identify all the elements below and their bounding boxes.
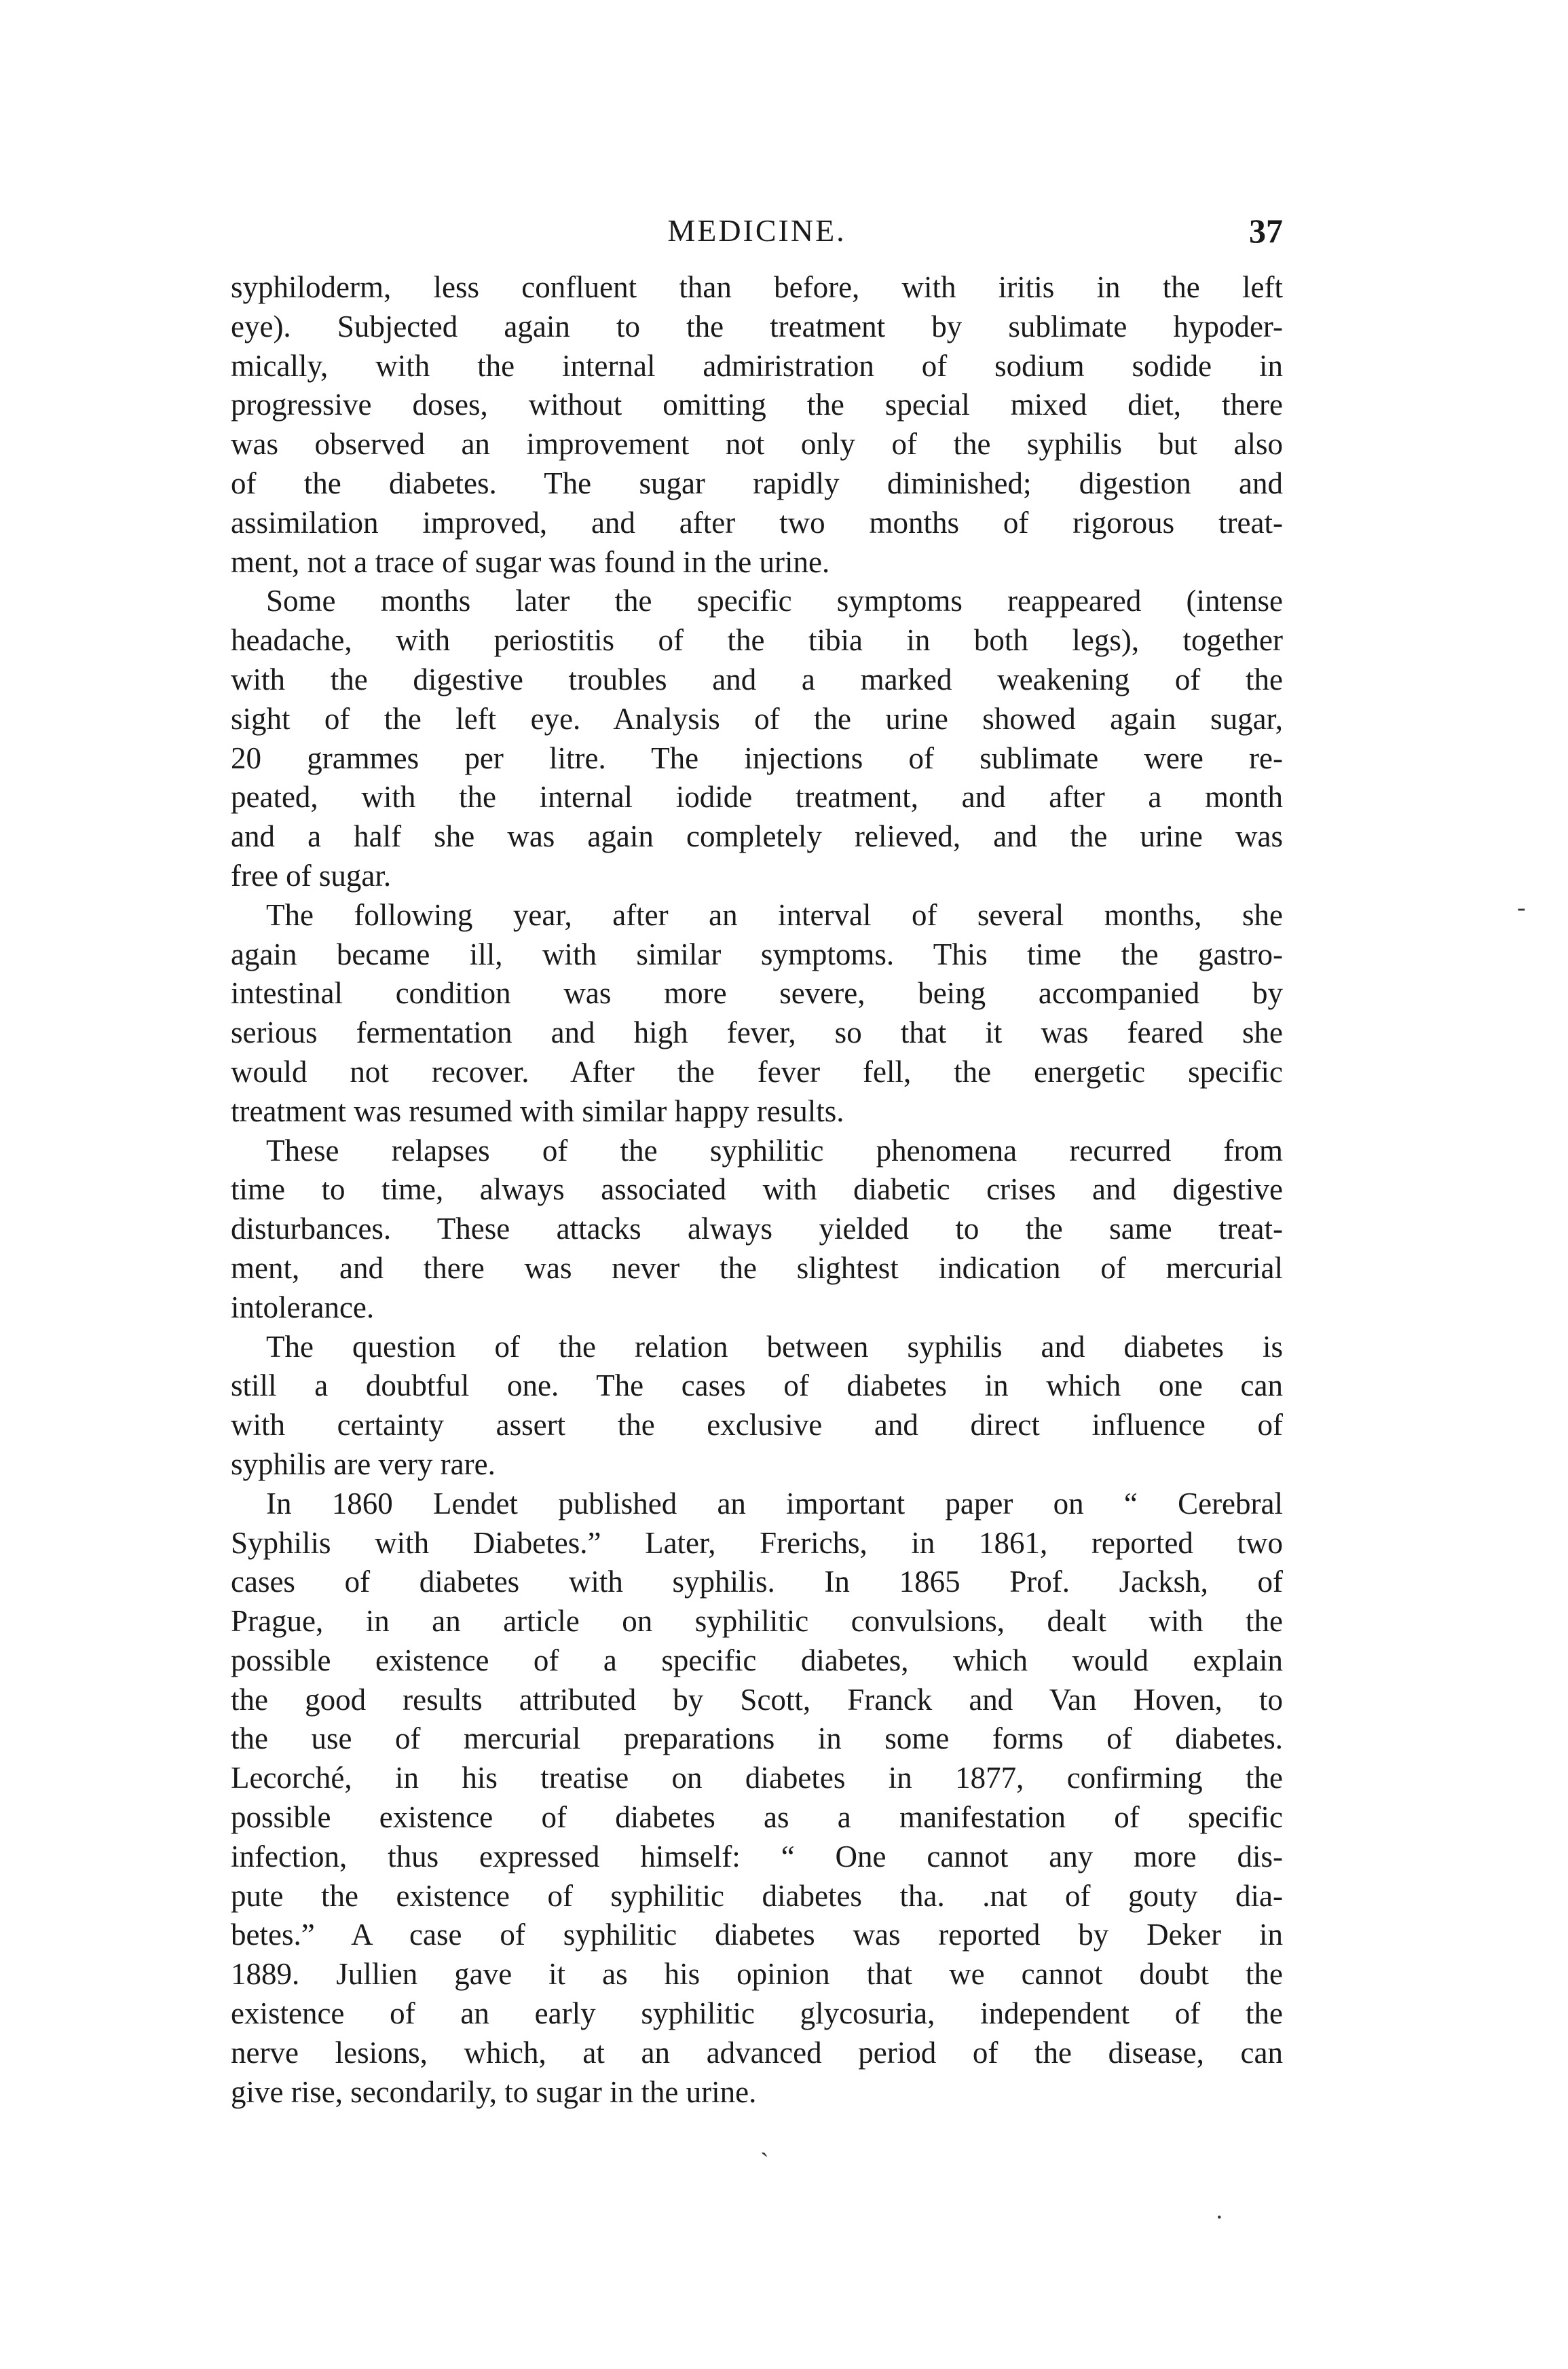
text-line: cases of diabetes with syphilis. In 1865 Prof. Jacksh, of [231, 1565, 1283, 1599]
paragraph [231, 1132, 1283, 1328]
text-line: ment, and there was never the slightest indication of mercurial [231, 1250, 1283, 1285]
text-line: time to time, always associated with diabetic crises and digestive [231, 1172, 1283, 1207]
stray-mark: ˏ [760, 2129, 769, 2157]
text-line: existence of an early syphilitic glycosuria, independent of the [231, 1996, 1283, 2031]
text-line: These relapses of the syphilitic phenomena recurred from [266, 1133, 1283, 1168]
text-line: syphilis are very rare. [231, 1447, 496, 1481]
text-line: The following year, after an interval of several months, she [266, 897, 1283, 932]
page-number: 37 [1249, 212, 1283, 250]
text-line: free of sugar. [231, 858, 392, 893]
text-line: again became ill, with similar symptoms. This time the gastro- [231, 937, 1283, 971]
text-line: intestinal condition was more severe, being accompanied by [231, 976, 1283, 1011]
text-line: 1889. Jullien gave it as his opinion that we cannot doubt the [231, 1957, 1283, 1992]
text-line: possible existence of diabetes as a manifestation of specific [231, 1800, 1283, 1835]
text-line: infection, thus expressed himself: “ One cannot any more dis- [231, 1839, 1283, 1873]
text-line: mically, with the internal admiristration of sodium sodide in [231, 348, 1283, 383]
paragraph [231, 896, 1283, 1132]
text-line: possible existence of a specific diabetes, which would explain [231, 1643, 1283, 1677]
text-line: assimilation improved, and after two months of rigorous treat- [231, 505, 1283, 540]
text-line: the good results attributed by Scott, Franck and Van Hoven, to [231, 1682, 1283, 1717]
text-line: was observed an improvement not only of the syphilis but also [231, 427, 1283, 462]
text-line: would not recover. After the fever fell, the energetic specific [231, 1054, 1283, 1089]
text-line: The question of the relation between syphilis and diabetes is [266, 1329, 1283, 1364]
running-head [231, 204, 1283, 258]
text-line: ment, not a trace of sugar was found in the urine. [231, 544, 830, 579]
text-line: and a half she was again completely relieved, and the urine was [231, 819, 1283, 854]
paragraph [231, 582, 1283, 895]
text-line: with certainty assert the exclusive and direct influence of [231, 1408, 1283, 1442]
text-line: progressive doses, without omitting the special mixed diet, there [231, 388, 1283, 422]
text-line: eye). Subjected again to the treatment by sublimate hypoder- [231, 309, 1283, 343]
text-line: serious fermentation and high fever, so that it was feared she [231, 1015, 1283, 1050]
running-title: MEDICINE. [667, 213, 846, 248]
paragraph [231, 1485, 1283, 2112]
body-text [231, 268, 1283, 2223]
text-line: In 1860 Lendet published an important paper on “ Cerebral [266, 1486, 1283, 1521]
text-line: still a doubtful one. The cases of diabetes in which one can [231, 1368, 1283, 1403]
text-line: of the diabetes. The sugar rapidly diminished; digestion and [231, 466, 1283, 500]
text-line: 20 grammes per litre. The injections of sublimate were re- [231, 741, 1283, 775]
text-line: with the digestive troubles and a marked weakening of the [231, 662, 1283, 696]
text-line: pute the existence of syphilitic diabetes tha. .nat of gouty dia- [231, 1878, 1283, 1913]
text-line: intolerance. [231, 1290, 375, 1324]
text-line: Lecorché, in his treatise on diabetes in 1877, confirming the [231, 1761, 1283, 1795]
stray-mark: · [1215, 2203, 1224, 2232]
text-line: headache, with periostitis of the tibia in both legs), together [231, 623, 1283, 658]
text-line: betes.” A case of syphilitic diabetes was reported by Deker in [231, 1918, 1283, 1952]
text-line: peated, with the internal iodide treatment, and after a month [231, 780, 1283, 815]
stray-mark: - [1517, 893, 1526, 922]
text-line: give rise, secondarily, to sugar in the urine. [231, 2074, 757, 2109]
text-line: treatment was resumed with similar happy results. [231, 1094, 844, 1128]
text-line: syphiloderm, less confluent than before, with iritis in the left [231, 270, 1283, 304]
text-line: disturbances. These attacks always yielded to the same treat- [231, 1212, 1283, 1246]
paragraph [231, 1328, 1283, 1485]
text-line: the use of mercurial preparations in some forms of diabetes. [231, 1721, 1283, 1756]
text-line: sight of the left eye. Analysis of the urine showed again sugar, [231, 701, 1283, 736]
text-line: Some months later the specific symptoms reappeared (intense [266, 584, 1283, 618]
text-line: Prague, in an article on syphilitic convulsions, dealt with the [231, 1604, 1283, 1639]
paragraph [231, 268, 1283, 582]
text-line: nerve lesions, which, at an advanced period of the disease, can [231, 2035, 1283, 2070]
text-line: Syphilis with Diabetes.” Later, Frerichs, in 1861, reported two [231, 1525, 1283, 1560]
